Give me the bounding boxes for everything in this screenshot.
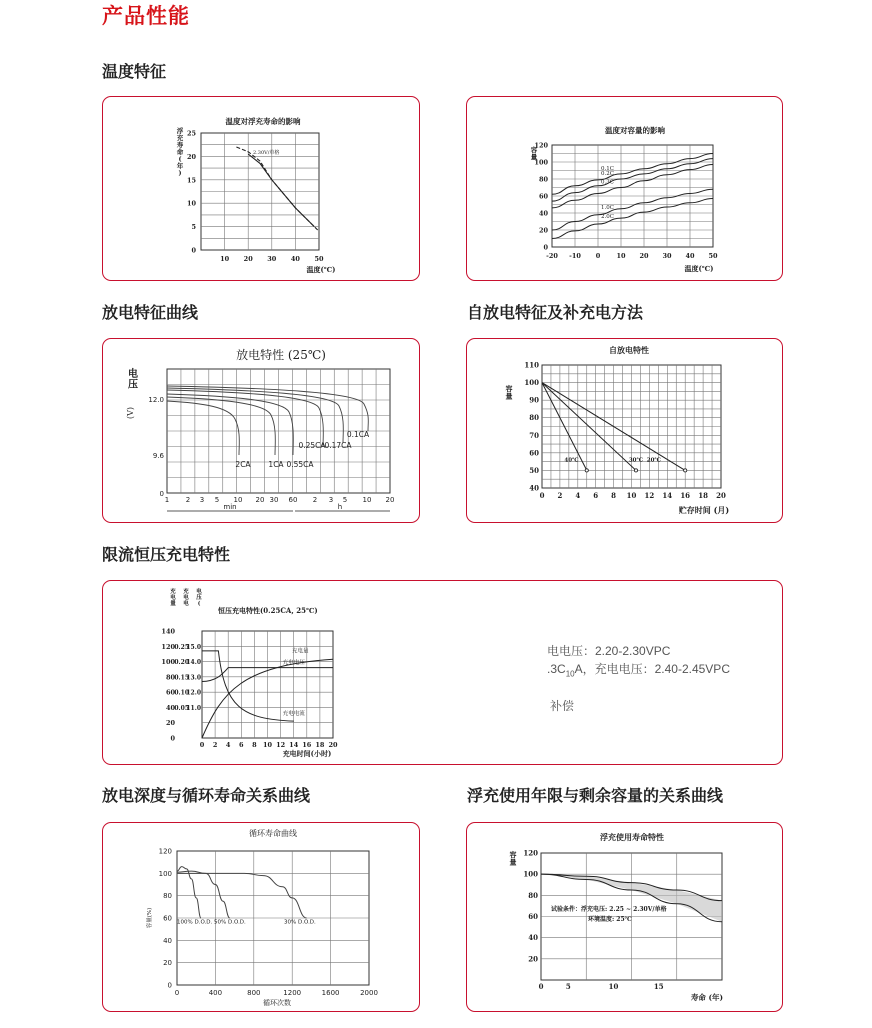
temp-cap-x-label: 温度(℃) [684,264,714,273]
temp-cap-series-label: 0.3C [601,179,614,186]
charge-x-tick: 12 [276,741,286,749]
self-series-label: 30℃ [628,457,644,464]
cycle-y-tick: 80 [163,892,172,901]
charge-y-label-2: ( [197,601,201,607]
cycle-y-tick: 40 [163,936,172,945]
float-annotation-1: 试验条件：浮充电压: 2.25 ~ 2.30V/单格 [551,906,667,913]
discharge-x-tick-h: 10 [362,496,372,504]
charge-y-label-0: 量 [170,601,176,607]
temp-cap-x-tick: 50 [708,252,718,260]
self-x-tick: 14 [662,491,673,500]
charge-series-label: 充电电流 [282,711,305,718]
temp-life-annotation: 2.30V/单格 [253,150,280,156]
cycle-title: 循环寿命曲线 [249,829,297,838]
charge-series-label: 充电电压 [282,659,305,666]
charge-chart [103,581,363,764]
charge-title: 恒压充电特性(0.25CA, 25℃) [218,606,318,615]
temp-life-x-tick: 50 [314,255,324,263]
temp-life-series-1 [248,154,314,227]
cycle-x-tick: 1600 [321,989,340,997]
cycle-series-label: 50% D.O.D. [214,919,246,926]
cycle-series-0 [177,867,201,918]
charge-y1-tick: 0 [170,734,175,743]
self-point [634,469,637,472]
temp-life-chart [103,97,419,280]
discharge-x-tick-min: 30 [269,496,279,504]
self-point [585,469,588,472]
charge-x-tick: 14 [289,741,299,749]
charge-y1-tick: 100 [161,658,175,667]
chart-box-cycle-life [102,822,420,1012]
discharge-series-label: 1CA [268,460,284,469]
temp-life-x-tick: 20 [243,255,253,263]
temp-life-x-tick: 40 [290,255,300,263]
temp-life-y-label: 浮 [176,127,184,135]
temp-cap-y-tick: 0 [543,243,548,252]
temp-life-y-label: 寿 [176,141,184,149]
self-y-tick: 70 [529,430,539,440]
self-x-tick: 10 [626,491,637,500]
charge-y2-tick: 0.15 [174,674,189,682]
cycle-y-tick: 60 [163,914,172,923]
self-title: 自放电特性 [609,345,649,355]
temp-life-x-tick: 30 [267,255,277,263]
temp-cap-y-tick: 100 [534,158,548,167]
chart-box-temp-life [102,96,420,281]
charge-desc-line1: 电电压：2.20-2.30VPC [547,644,671,658]
temp-cap-y-tick: 80 [538,175,548,184]
temp-cap-series-label: 2.0C [601,214,614,221]
discharge-series-label: 0.55CA [286,460,314,469]
cycle-x-tick: 0 [174,989,180,997]
self-x-tick: 6 [593,491,599,500]
discharge-y-unit: (V) [126,406,135,420]
temp-cap-x-tick: 40 [685,252,695,260]
chart-box-float-life [466,822,783,1012]
discharge-y-label: 压 [128,379,138,391]
chart-box-temp-capacity [466,96,783,281]
section-title-float: 浮充使用年限与剩余容量的关系曲线 [467,786,724,805]
charge-y2-tick: 0.20 [174,659,189,667]
self-x-tick: 8 [611,491,617,500]
temp-cap-x-tick: 20 [639,252,649,260]
float-y-label: 量 [509,857,517,867]
chart-box-self-discharge [466,338,783,523]
temp-life-title: 温度对浮充寿命的影响 [225,117,301,126]
charge-x-tick: 16 [302,741,312,749]
charge-y3-tick: 13.0 [186,674,201,682]
self-y-tick: 80 [529,413,539,423]
temp-cap-series-1 [552,159,713,202]
float-x-tick: 0 [538,982,544,991]
float-title: 浮充使用寿命特性 [600,832,664,842]
float-y-tick: 80 [528,890,538,900]
charge-x-tick: 10 [262,741,273,749]
temp-life-y-label: ( [178,155,182,163]
charge-y-label-0: 电 [170,595,176,601]
section-title-charge: 限流恒压充电特性 [102,545,231,564]
temp-cap-series-label: 1.0C [601,204,614,211]
discharge-y-tick: 0 [159,490,164,498]
temp-cap-x-tick: 10 [616,252,626,260]
float-y-tick: 20 [528,954,538,964]
discharge-x-tick-h: 3 [328,496,334,504]
temp-cap-x-tick: -20 [546,252,558,260]
float-y-tick: 40 [528,933,538,943]
self-discharge-chart [467,339,782,522]
charge-y2-tick: 0.25 [174,643,189,651]
charge-y3-tick: 12.0 [186,689,201,697]
discharge-x-tick-min: 5 [214,496,220,504]
self-point [684,469,687,472]
temp-life-x-tick: 10 [220,255,230,263]
self-y-label: 容 [505,384,513,393]
charge-x-tick: 8 [252,741,257,749]
discharge-x-tick-min: 10 [233,496,243,504]
temp-life-y-tick: 25 [186,129,196,138]
temp-cap-y-tick: 120 [534,141,548,150]
float-x-label: 寿命 (年) [690,993,724,1002]
cycle-y-tick: 120 [158,847,172,856]
charge-x-tick: 6 [239,741,244,749]
temp-life-y-label: 命 [176,148,184,156]
section-title-temp: 温度特征 [102,62,167,81]
charge-y-label-1: 电 [183,595,189,601]
charge-y2-tick: 0.05 [174,704,189,712]
temp-cap-series-label: 0.2C [601,171,614,177]
discharge-x-tick-min: 20 [255,496,265,504]
charge-y2-tick: 0.10 [174,689,189,697]
cycle-series-label: 100% D.O.D. [177,919,213,926]
temp-cap-y-tick: 40 [538,209,548,218]
temp-life-x-label: 温度(℃) [306,265,336,274]
discharge-title: 放电特性 (25℃) [236,348,326,362]
cycle-y-tick: 100 [158,869,172,878]
charge-y3-tick: 14.0 [186,659,201,667]
self-y-tick: 40 [529,483,539,493]
float-x-tick: 10 [608,982,619,991]
cycle-y-tick: 20 [163,959,172,968]
charge-x-tick: 0 [199,741,205,749]
self-x-tick: 20 [716,491,726,500]
cycle-x-tick: 400 [208,989,223,997]
self-series-label: 40℃ [564,457,579,464]
temp-capacity-chart [467,97,782,280]
charge-x-tick: 4 [225,741,231,749]
discharge-x-tick-min: 2 [185,496,191,504]
charge-x-tick: 2 [212,741,218,749]
charge-y3-tick: 11.0 [186,704,201,712]
temp-life-y-tick: 0 [191,246,196,255]
self-x-tick: 12 [644,491,655,500]
discharge-x-tick-min: 3 [199,496,205,504]
float-y-label: 容 [509,850,517,859]
cycle-series-label: 30% D.O.D. [284,919,316,926]
charge-desc-line2: $.3C_{10}A$，充电电压：2.40-2.45VPC [547,662,730,679]
self-series-label: 20℃ [646,457,661,464]
discharge-y-tick: 9.6 [152,452,164,460]
discharge-unit-min: min [223,503,237,511]
section-title-discharge: 放电特征曲线 [102,303,199,322]
self-x-label: 贮存时间 (月) [678,505,730,515]
self-x-tick: 0 [539,491,545,500]
temp-life-y-label: 充 [176,134,184,142]
charge-y-label-1: 充 [183,589,189,595]
cycle-life-chart [103,823,419,1011]
discharge-x-tick-h: 5 [342,496,348,504]
discharge-series-0 [167,401,239,455]
temp-cap-series-3 [552,189,713,230]
self-x-tick: 2 [557,491,563,500]
temp-cap-y-label: 量 [530,153,538,161]
self-y-tick: 110 [524,360,539,370]
charge-y-label-2: 压 [196,595,202,601]
cycle-y-label: 容量(%) [147,907,153,929]
self-x-tick: 16 [680,491,691,500]
chart-box-charge [102,580,783,765]
section-title-dod: 放电深度与循环寿命关系曲线 [102,786,311,805]
charge-y1-tick: 40 [165,703,175,712]
temp-life-y-tick: 15 [186,176,196,185]
temp-cap-x-tick: -10 [569,252,581,260]
self-y-tick: 50 [529,465,539,475]
self-y-tick: 60 [529,448,539,458]
temp-cap-series-label: 0.1C [601,165,614,172]
cycle-x-tick: 2000 [360,989,378,997]
discharge-series-label: 0.1CA [346,430,370,439]
discharge-x-tick-h: 20 [385,496,395,504]
discharge-x-tick-h: 2 [312,496,318,504]
charge-y-label-0: 充 [170,589,176,595]
discharge-series-label: 0.17CA [324,441,352,450]
float-annotation-2: 环境温度: 25℃ [588,916,632,923]
temp-life-y-tick: 5 [191,223,196,232]
discharge-chart [103,339,419,522]
self-y-tick: 100 [524,378,539,388]
self-y-tick: 90 [529,395,539,405]
discharge-series-5 [167,386,368,431]
charge-x-label: 充电时间(小时) [282,749,332,758]
charge-series-label: 充电量 [291,648,309,655]
cycle-x-tick: 1200 [283,989,302,997]
charge-y1-tick: 120 [161,642,175,651]
temp-life-y-label: 年 [176,162,184,170]
float-y-tick: 100 [523,869,538,879]
discharge-series-2 [167,394,293,455]
charge-y3-tick: 15.0 [186,643,201,651]
charge-x-tick: 20 [328,741,338,749]
temp-life-y-label: ) [178,169,182,177]
float-x-tick: 15 [653,982,664,991]
temp-life-y-tick: 20 [186,152,196,161]
float-y-tick: 120 [523,848,538,858]
temp-cap-y-tick: 20 [538,226,548,235]
float-y-tick: 60 [528,912,538,921]
chart-box-discharge [102,338,420,523]
float-x-tick: 5 [565,982,571,991]
self-y-label: 量 [505,391,513,401]
section-title-self-discharge: 自放电特征及补充电方法 [467,303,644,322]
charge-y1-tick: 60 [165,688,175,697]
temp-life-y-tick: 10 [186,199,196,208]
discharge-y-tick: 12.0 [148,396,164,404]
charge-y1-tick: 20 [165,719,175,728]
discharge-series-label: 2CA [235,460,251,469]
discharge-series-label: 0.25CA [298,441,326,450]
cycle-x-tick: 800 [247,989,261,997]
cycle-y-tick: 0 [167,981,172,990]
cycle-x-label: 循环次数 [263,999,291,1007]
self-x-tick: 18 [698,491,708,500]
temp-cap-y-label: 容 [530,146,538,154]
temp-cap-title: 温度对容量的影响 [605,126,665,135]
temp-cap-series-0 [552,154,713,195]
cycle-series-1 [177,871,230,918]
charge-x-tick: 18 [315,741,325,749]
discharge-y-label: 电 [128,369,138,380]
charge-y-label-2: 电 [196,589,202,595]
discharge-x-tick-min: 1 [164,496,170,504]
charge-y-label-1: 电 [183,601,189,607]
temp-cap-x-tick: 0 [595,252,601,260]
discharge-unit-h: h [337,503,343,511]
temp-cap-x-tick: 30 [662,252,672,260]
self-x-tick: 4 [575,491,581,500]
page-title: 产品性能 [102,4,190,28]
charge-y1-tick: 140 [161,627,175,636]
charge-y1-tick: 80 [165,673,175,682]
charge-desc-line3: 补偿 [550,699,575,713]
temp-cap-y-tick: 60 [538,192,548,201]
discharge-x-tick-min: 60 [288,496,298,504]
float-life-chart [467,823,782,1011]
